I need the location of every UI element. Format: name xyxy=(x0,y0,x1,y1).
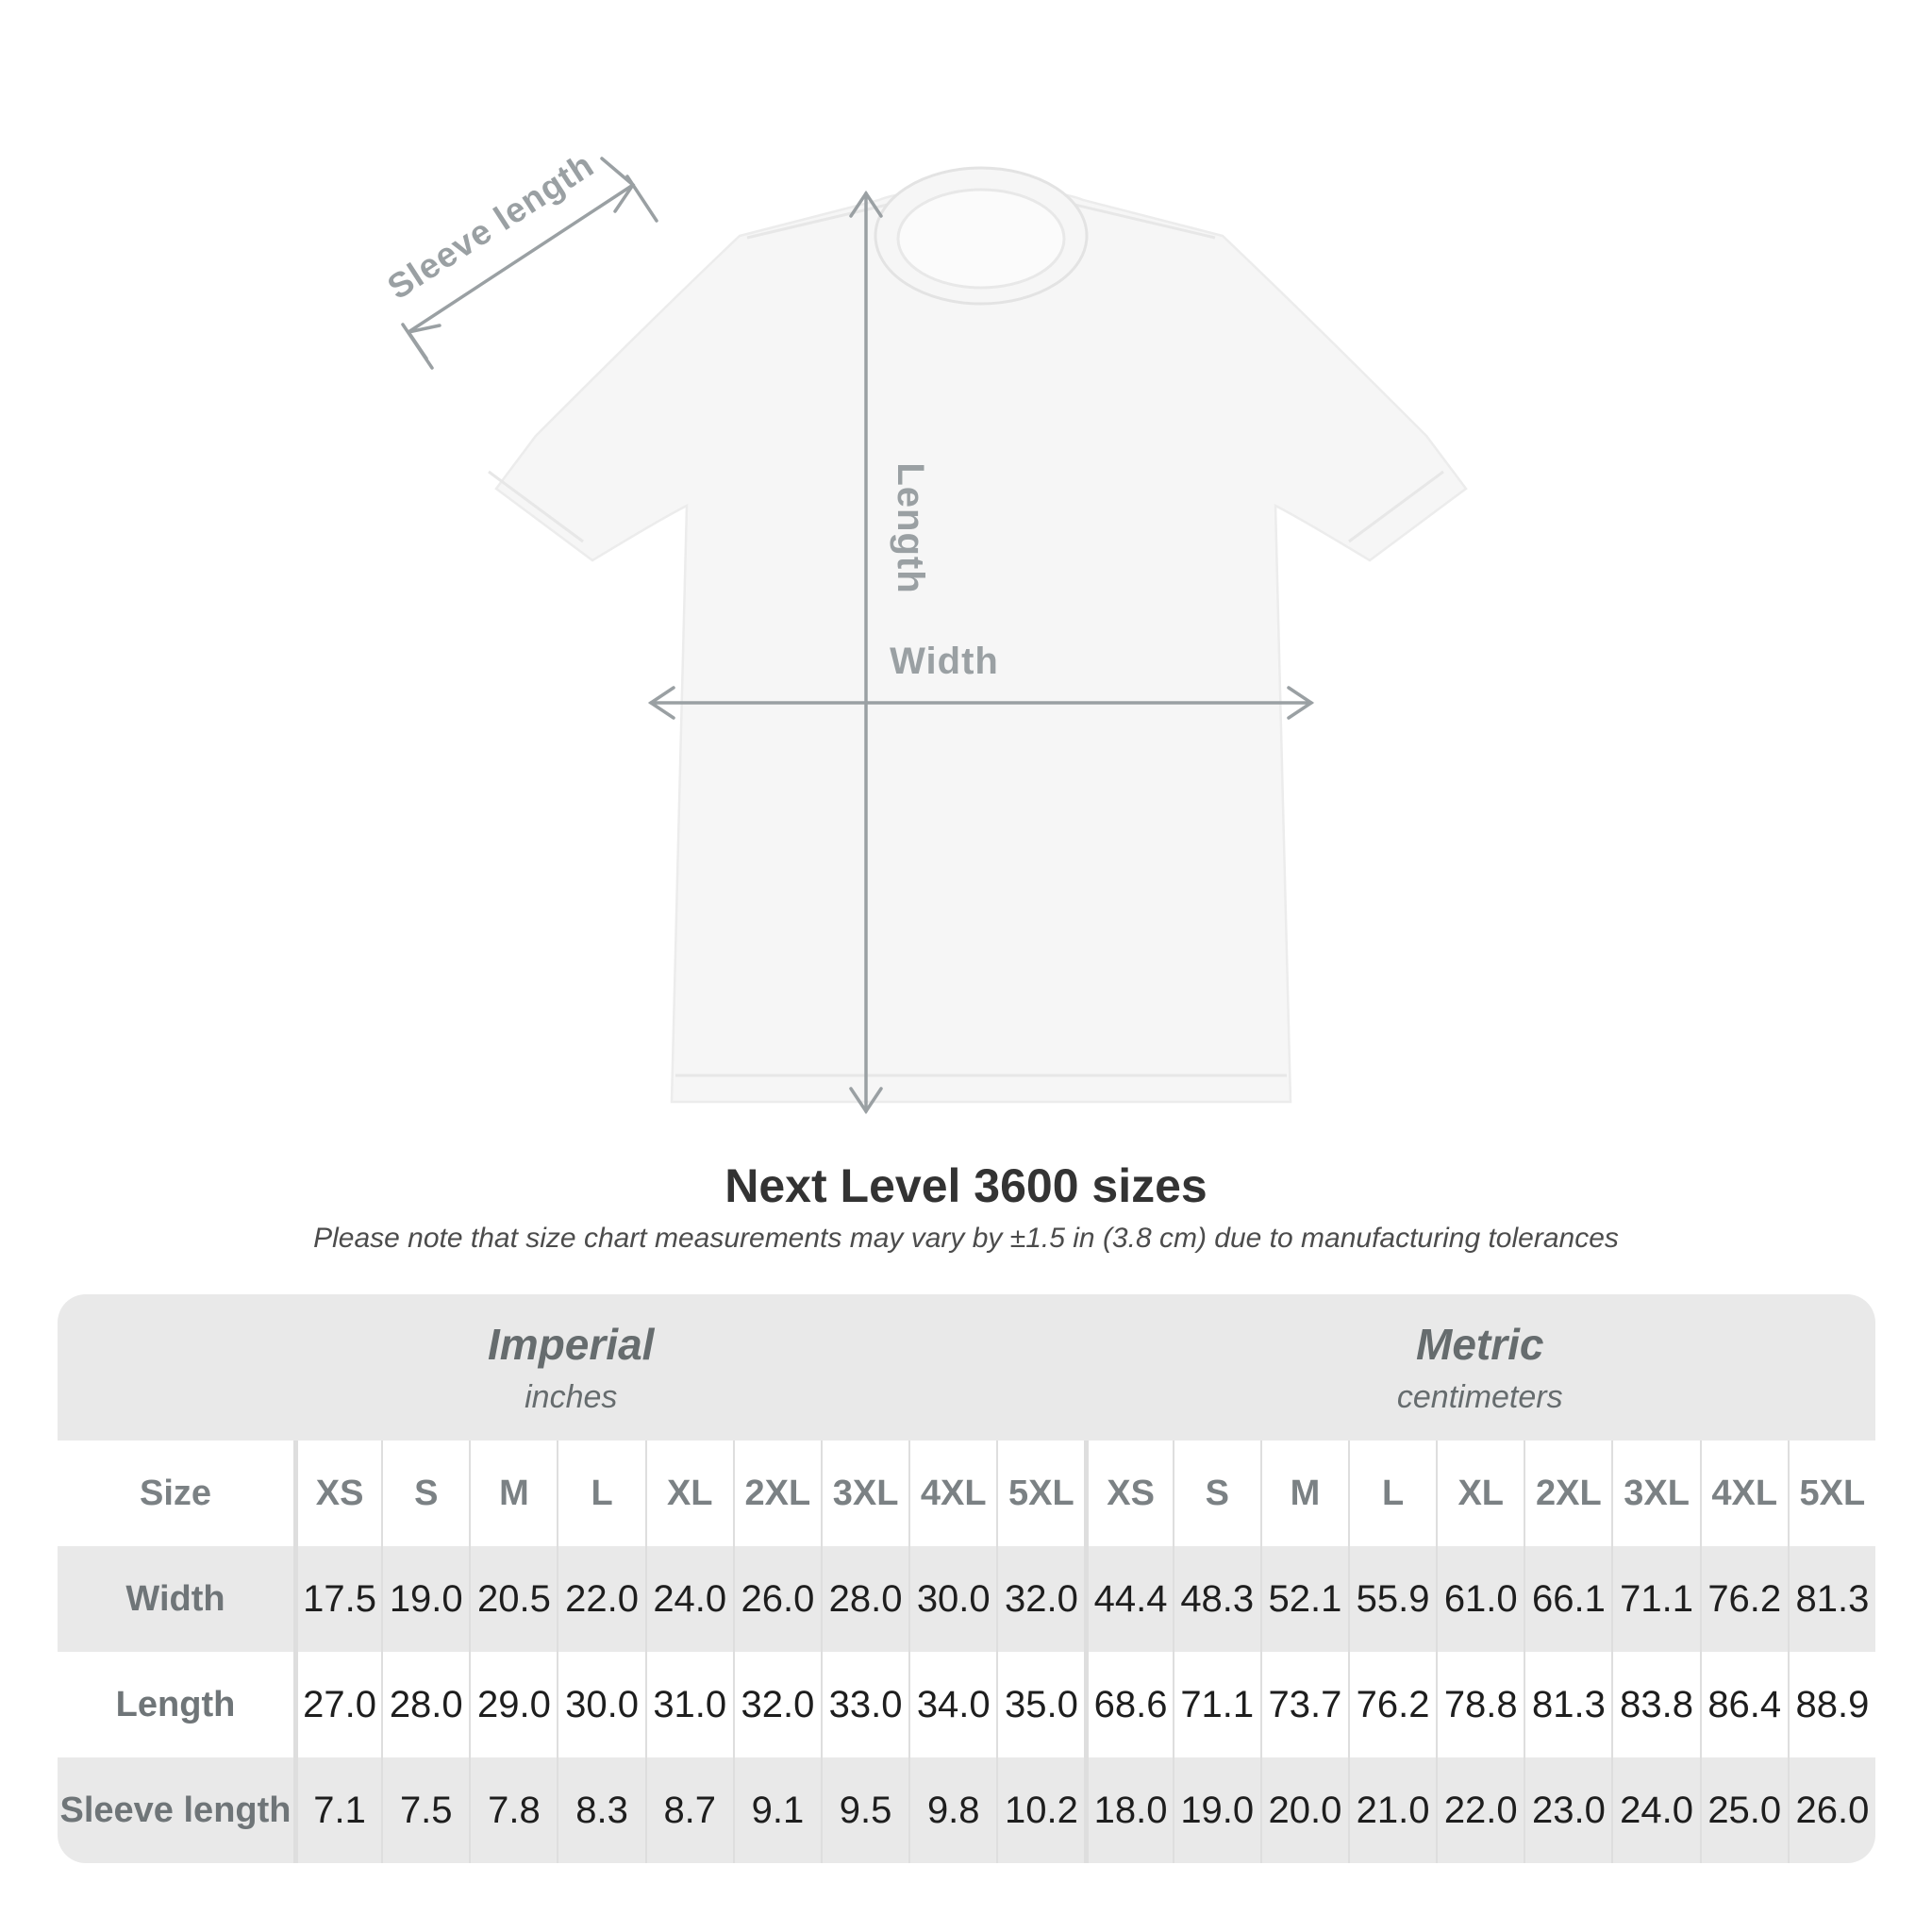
value-cell: 88.9 xyxy=(1788,1652,1875,1757)
value-cell: 22.0 xyxy=(557,1546,644,1652)
unit-group-band xyxy=(58,1294,1875,1441)
value-cell: 18.0 xyxy=(1084,1757,1172,1863)
value-cell: 30.0 xyxy=(557,1652,644,1757)
size-header-cell: 5XL xyxy=(1788,1441,1875,1546)
metric-label: Metric xyxy=(1416,1320,1544,1369)
length-label: Length xyxy=(890,462,931,594)
value-cell: 83.8 xyxy=(1611,1652,1699,1757)
collar-inner xyxy=(898,190,1064,288)
row-label: Width xyxy=(125,1578,225,1619)
size-header-cell: M xyxy=(469,1441,557,1546)
value-cell: 29.0 xyxy=(469,1652,557,1757)
size-header-cell: 3XL xyxy=(1611,1441,1699,1546)
value-cell: 27.0 xyxy=(293,1652,381,1757)
value-cell: 76.2 xyxy=(1348,1652,1436,1757)
row-label: Sleeve length xyxy=(59,1790,291,1830)
size-header-row xyxy=(58,1441,1875,1546)
value-cell: 73.7 xyxy=(1260,1652,1348,1757)
value-cell: 76.2 xyxy=(1700,1546,1788,1652)
value-cell: 8.3 xyxy=(557,1757,644,1863)
table-row-length xyxy=(58,1652,1875,1757)
size-header-cell: XL xyxy=(645,1441,733,1546)
value-cell: 9.8 xyxy=(908,1757,996,1863)
value-cell: 9.1 xyxy=(733,1757,821,1863)
value-cell: 33.0 xyxy=(821,1652,908,1757)
value-cell: 68.6 xyxy=(1084,1652,1172,1757)
table-row-width xyxy=(58,1546,1875,1652)
value-cell: 31.0 xyxy=(645,1652,733,1757)
size-header-cell: XS xyxy=(293,1441,381,1546)
table-row-sleeve-length xyxy=(58,1757,1875,1863)
width-label: Width xyxy=(890,641,999,682)
value-cell: 25.0 xyxy=(1700,1757,1788,1863)
value-cell: 9.5 xyxy=(821,1757,908,1863)
value-cell: 55.9 xyxy=(1348,1546,1436,1652)
value-cell: 71.1 xyxy=(1173,1652,1260,1757)
size-header-cell: 4XL xyxy=(1700,1441,1788,1546)
value-cell: 26.0 xyxy=(1788,1757,1875,1863)
size-header-cell: 4XL xyxy=(908,1441,996,1546)
imperial-label: Imperial xyxy=(488,1320,655,1369)
size-header-cell: XL xyxy=(1436,1441,1524,1546)
value-cell: 34.0 xyxy=(908,1652,996,1757)
value-cell: 81.3 xyxy=(1788,1546,1875,1652)
row-label: Length xyxy=(115,1684,236,1724)
value-cell: 19.0 xyxy=(1173,1757,1260,1863)
value-cell: 21.0 xyxy=(1348,1757,1436,1863)
value-cell: 86.4 xyxy=(1700,1652,1788,1757)
size-header-cell: M xyxy=(1260,1441,1348,1546)
value-cell: 20.5 xyxy=(469,1546,557,1652)
value-cell: 7.5 xyxy=(381,1757,469,1863)
tolerance-note: Please note that size chart measurements may vary by ±1.5 in (3.8 cm) due to manufacturing tolerances xyxy=(313,1223,1619,1254)
value-cell: 23.0 xyxy=(1524,1757,1611,1863)
value-cell: 32.0 xyxy=(733,1652,821,1757)
value-cell: 24.0 xyxy=(645,1546,733,1652)
value-cell: 48.3 xyxy=(1173,1546,1260,1652)
size-header-cell: 2XL xyxy=(733,1441,821,1546)
imperial-unit: inches xyxy=(525,1379,618,1415)
value-cell: 30.0 xyxy=(908,1546,996,1652)
value-cell: 22.0 xyxy=(1436,1757,1524,1863)
value-cell: 32.0 xyxy=(996,1546,1084,1652)
value-cell: 28.0 xyxy=(821,1546,908,1652)
size-header-cell: L xyxy=(1348,1441,1436,1546)
value-cell: 66.1 xyxy=(1524,1546,1611,1652)
value-cell: 44.4 xyxy=(1084,1546,1172,1652)
page-title: Next Level 3600 sizes xyxy=(724,1159,1208,1212)
value-cell: 20.0 xyxy=(1260,1757,1348,1863)
value-cell: 28.0 xyxy=(381,1652,469,1757)
size-chart-table xyxy=(58,1294,1875,1863)
value-cell: 35.0 xyxy=(996,1652,1084,1757)
size-header-cell: 3XL xyxy=(821,1441,908,1546)
value-cell: 26.0 xyxy=(733,1546,821,1652)
value-cell: 19.0 xyxy=(381,1546,469,1652)
value-cell: 8.7 xyxy=(645,1757,733,1863)
value-cell: 7.1 xyxy=(293,1757,381,1863)
imperial-group-header xyxy=(58,1294,1085,1441)
value-cell: 17.5 xyxy=(293,1546,381,1652)
value-cell: 78.8 xyxy=(1436,1652,1524,1757)
metric-unit: centimeters xyxy=(1396,1379,1563,1415)
value-cell: 81.3 xyxy=(1524,1652,1611,1757)
size-header-cell: 5XL xyxy=(996,1441,1084,1546)
value-cell: 52.1 xyxy=(1260,1546,1348,1652)
size-header-cell: XS xyxy=(1084,1441,1172,1546)
value-cell: 10.2 xyxy=(996,1757,1084,1863)
metric-group-header xyxy=(1085,1294,1876,1441)
size-header-cell: 2XL xyxy=(1524,1441,1611,1546)
size-header-cell: S xyxy=(1173,1441,1260,1546)
value-cell: 7.8 xyxy=(469,1757,557,1863)
size-header-cell: L xyxy=(557,1441,644,1546)
size-column-header: Size xyxy=(139,1473,212,1513)
size-header-cell: S xyxy=(381,1441,469,1546)
sleeve-length-label: Sleeve length xyxy=(380,144,601,308)
value-cell: 71.1 xyxy=(1611,1546,1699,1652)
value-cell: 24.0 xyxy=(1611,1757,1699,1863)
value-cell: 61.0 xyxy=(1436,1546,1524,1652)
